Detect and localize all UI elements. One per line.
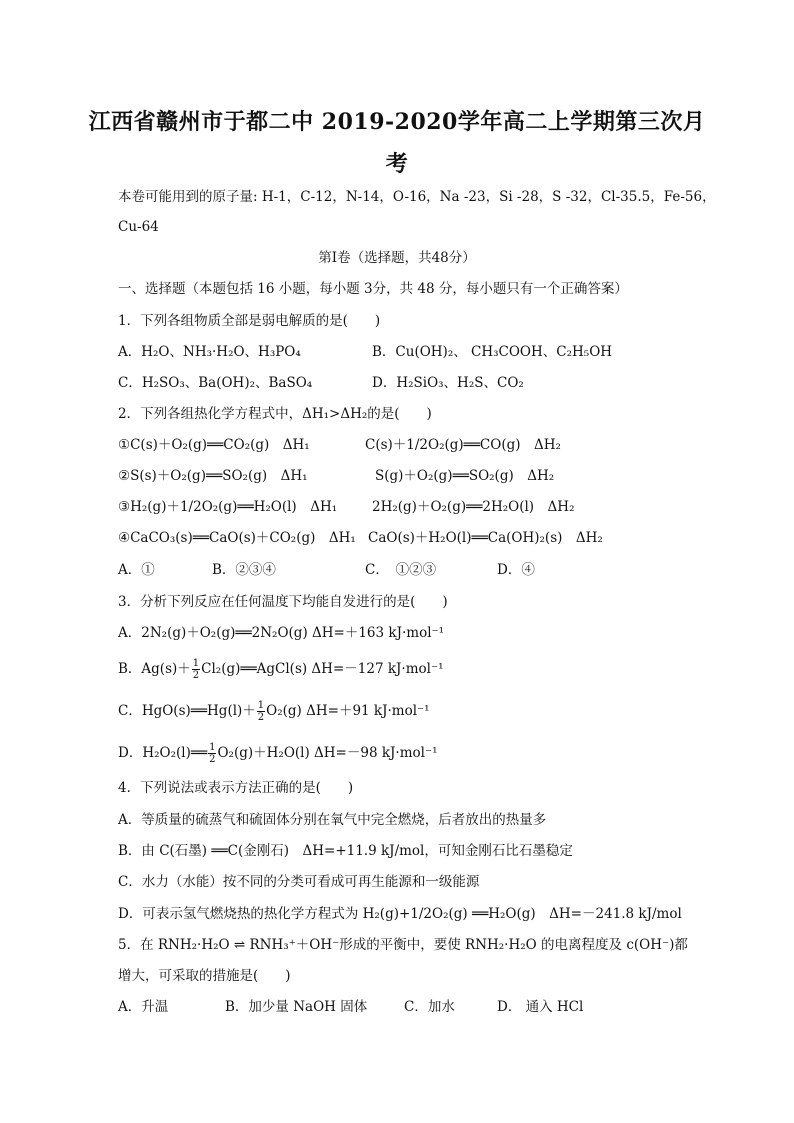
question-4-stem: 4．下列说法或表示方法正确的是( ) xyxy=(118,780,354,796)
question-2-reaction-1a: ①C(s)＋O₂(g)══CO₂(g) ΔH₁ xyxy=(118,437,310,453)
question-1-option-b: B．Cu(OH)₂、 CH₃COOH、C₂H₅OH xyxy=(372,344,613,360)
document-title-line1: 江西省赣州市于都二中 2019-2020学年高二上学期第三次月 xyxy=(88,109,706,135)
question-1-option-d: D．H₂SiO₃、H₂S、CO₂ xyxy=(372,375,524,391)
question-5-option-c: C．加水 xyxy=(404,999,455,1015)
question-2-stem: 2．下列各组热化学方程式中，ΔH₁>ΔH₂的是( ) xyxy=(118,406,432,422)
question-2-reaction-3a: ③H₂(g)＋1/2O₂(g)══H₂O(l) ΔH₁ xyxy=(118,499,338,515)
question-3-option-d xyxy=(118,742,438,765)
fraction-denominator: 2 xyxy=(209,754,216,765)
question-2-reaction-4b: CaO(s)＋H₂O(l)══Ca(OH)₂(s) ΔH₂ xyxy=(368,530,603,546)
question-2-reaction-2a: ②S(s)＋O₂(g)══SO₂(g) ΔH₁ xyxy=(118,468,308,484)
question-3-option-c-suffix: O₂(g) ΔH=＋91 kJ·mol⁻¹ xyxy=(266,703,430,719)
question-4-option-b: B．由 C(石墨) ══C(金刚石) ΔH=+11.9 kJ/mol，可知金刚石比石墨稳定 xyxy=(118,843,573,859)
fraction-one-half xyxy=(192,658,200,681)
question-5-option-a: A．升温 xyxy=(118,999,169,1015)
question-1-option-c: C．H₂SO₃、Ba(OH)₂、BaSO₄ xyxy=(118,375,313,391)
fraction-numerator: 1 xyxy=(192,658,200,669)
atomic-masses-line2: Cu-64 xyxy=(118,219,159,235)
fraction-numerator: 1 xyxy=(209,742,216,753)
question-3-option-b xyxy=(118,658,444,681)
question-5-stem-line2: 增大，可采取的措施是( ) xyxy=(118,968,291,984)
part-heading: 一、选择题（本题包括 16 小题，每小题 3分，共 48 分，每小题只有一个正确答案） xyxy=(118,281,628,297)
question-3-stem: 3．分析下列反应在任何温度下均能自发进行的是( ) xyxy=(118,594,448,610)
question-2-reaction-4a: ④CaCO₃(s)══CaO(s)＋CO₂(g) ΔH₁ xyxy=(118,530,356,546)
fraction-one-half xyxy=(208,742,216,765)
question-2-reaction-1b: C(s)＋1/2O₂(g)══CO(g) ΔH₂ xyxy=(365,437,561,453)
question-5-option-b: B．加少量 NaOH 固体 xyxy=(225,999,368,1015)
section-header: 第Ⅰ卷（选择题，共48分） xyxy=(318,250,476,266)
question-5-option-d: D． 通入 HCl xyxy=(497,999,584,1015)
fraction-denominator: 2 xyxy=(257,712,265,723)
question-1-stem: 1．下列各组物质全部是弱电解质的是( ) xyxy=(118,313,381,329)
question-2-option-a: A．① xyxy=(118,562,155,578)
question-3-option-c-prefix: C．HgO(s)══Hg(l)＋ xyxy=(118,703,256,719)
question-3-option-c xyxy=(118,700,430,723)
question-4-option-d: D．可表示氢气燃烧热的热化学方程式为 H₂(g)+1/2O₂(g) ══H₂O(g) ΔH=－241.8 kJ/mol xyxy=(118,906,682,922)
question-3-option-d-suffix: O₂(g)＋H₂O(l) ΔH=－98 kJ·mol⁻¹ xyxy=(217,745,438,761)
question-2-reaction-2b: S(g)＋O₂(g)══SO₂(g) ΔH₂ xyxy=(375,468,555,484)
question-4-option-a: A．等质量的硫蒸气和硫固体分别在氧气中完全燃烧，后者放出的热量多 xyxy=(118,812,547,828)
question-4-option-c: C．水力（水能）按不同的分类可看成可再生能源和一级能源 xyxy=(118,874,480,890)
question-2-reaction-3b: 2H₂(g)＋O₂(g)══2H₂O(l) ΔH₂ xyxy=(372,499,575,515)
question-5-stem-line1: 5．在 RNH₂·H₂O ⇌ RNH₃⁺＋OH⁻形成的平衡中，要使 RNH₂·H₂O 的电离程度及 c(OH⁻)都 xyxy=(118,937,688,953)
question-1-option-a: A．H₂O、NH₃·H₂O、H₃PO₄ xyxy=(118,344,301,360)
atomic-masses-line1: 本卷可能用到的原子量: H-1，C-12，N-14，O-16，Na -23，Si -28，S -32，Cl-35.5，Fe-56， xyxy=(118,189,716,205)
question-3-option-a: A．2N₂(g)＋O₂(g)══2N₂O(g) ΔH=＋163 kJ·mol⁻¹ xyxy=(118,625,445,641)
document-title-line2: 考 xyxy=(385,151,409,177)
fraction-numerator: 1 xyxy=(257,700,265,711)
question-2-option-c: C． ①②③ xyxy=(365,562,437,578)
question-2-option-b: B．②③④ xyxy=(212,562,276,578)
question-3-option-d-prefix: D．H₂O₂(l)══ xyxy=(118,745,208,761)
question-3-option-b-prefix: B．Ag(s)＋ xyxy=(118,661,191,677)
question-2-option-d: D．④ xyxy=(497,562,535,578)
question-3-option-b-suffix: Cl₂(g)══AgCl(s) ΔH=－127 kJ·mol⁻¹ xyxy=(201,661,444,677)
fraction-one-half xyxy=(257,700,265,723)
fraction-denominator: 2 xyxy=(192,670,200,681)
